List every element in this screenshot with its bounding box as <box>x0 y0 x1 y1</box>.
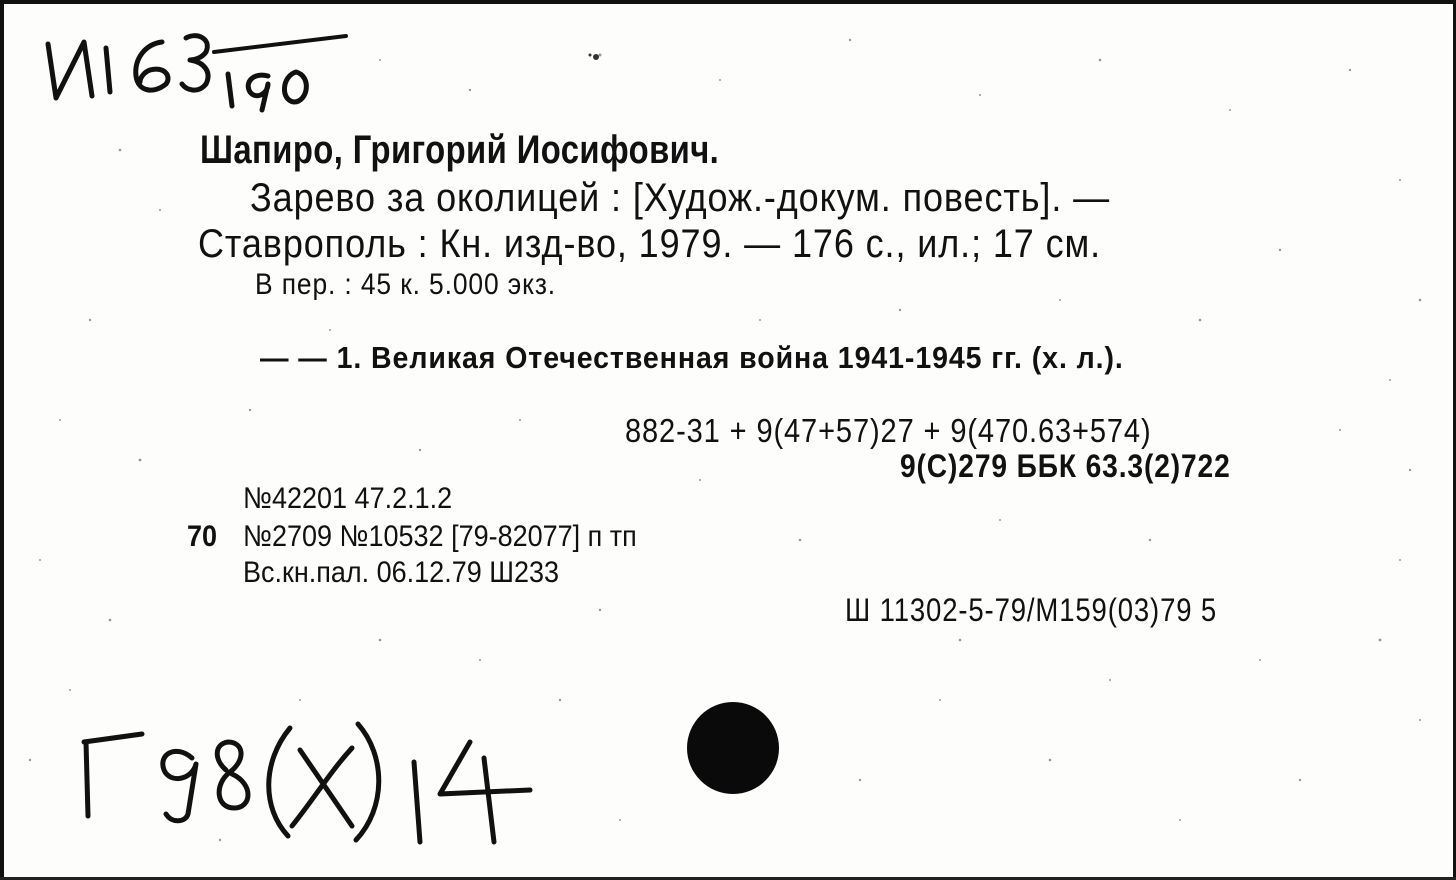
classification-index-2: 9(С)279 ББК 63.3(2)722 <box>900 448 1231 484</box>
publisher-code: Ш 11302-5-79/М159(03)79 5 <box>845 592 1218 628</box>
book-chamber-record: Вс.кн.пал. 06.12.79 Ш233 <box>243 556 560 589</box>
author-heading: Шапиро, Григорий Иосифович. <box>200 128 720 172</box>
card-punch-hole <box>687 702 779 794</box>
classification-index-1: 882-31 + 9(47+57)27 + 9(470.63+574) <box>625 412 1152 449</box>
price-and-print-run: В пер. : 45 к. 5.000 экз. <box>255 268 557 301</box>
title-statement: Зарево за околицей : [Худож.-докум. повесть]. — <box>250 176 1111 220</box>
publication-statement: Ставрополь : Кн. изд-во, 1979. — 176 с., ил.; 17 см. <box>198 222 1102 266</box>
registry-number-1: №42201 47.2.1.2 <box>243 482 453 515</box>
registry-prefix: 70 <box>187 520 218 553</box>
registry-number-2: №2709 №10532 [79-82077] п тп <box>243 520 637 553</box>
subject-heading: — — 1. Великая Отечественная война 1941-1945 гг. (х. л.). <box>260 340 1124 375</box>
